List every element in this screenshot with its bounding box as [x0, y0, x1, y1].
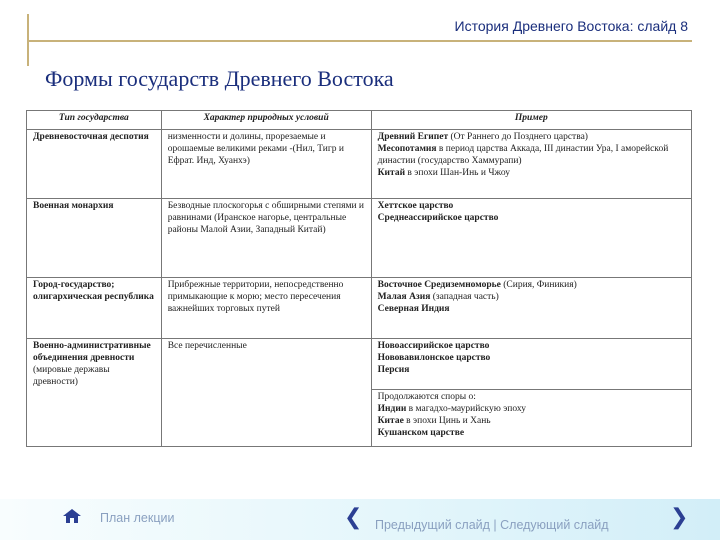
column-header-conditions: Характер природных условий: [161, 111, 371, 130]
conditions-cell: низменности и долины, прорезаемые и орошаемые великими реками -(Нил, Тигр и Ефрат. Инд, Хуанхэ): [161, 130, 371, 199]
example-line: Северная Индия: [377, 303, 450, 314]
example-cell: [371, 130, 691, 199]
example-line: Кушанском царстве: [377, 427, 465, 438]
next-arrow-icon[interactable]: ❯: [670, 505, 689, 530]
example-top-part: [372, 339, 691, 390]
conditions-cell: Прибрежные территории, непосредственно примыкающие к морю; место пересечения важнейших торговых путей: [161, 278, 371, 339]
conditions-cell: Все перечисленные: [161, 339, 371, 447]
example-cell: [371, 199, 691, 278]
example-line: Восточное Средиземноморье (Сирия, Финикия): [377, 280, 577, 290]
header-horizontal-rule: [27, 40, 692, 42]
example-line: Китай в эпохи Шан-Инь и Чжоу: [377, 167, 510, 178]
column-header-example: Пример: [371, 111, 691, 130]
example-line: Персия: [377, 364, 410, 375]
state-type-cell: [27, 339, 162, 447]
lecture-plan-link[interactable]: План лекции: [100, 511, 175, 525]
home-icon[interactable]: [63, 509, 81, 528]
example-line: Новоассирийское царство: [377, 341, 490, 351]
example-line: Индии в магадхо-маурийскую эпоху: [377, 403, 527, 414]
table-row: [27, 278, 692, 339]
state-type-cell: Древневосточная деспотия: [27, 130, 162, 199]
state-forms-table: [26, 110, 692, 447]
example-line: Малая Азия (западная часть): [377, 291, 499, 302]
state-type-cell: Военная монархия: [27, 199, 162, 278]
table-row: [27, 339, 692, 447]
state-type-cell: Город-государство; олигархическая республика: [27, 278, 162, 339]
example-line: Нововавилонское царство: [377, 352, 491, 363]
example-cell: [371, 339, 691, 447]
table-row: [27, 199, 692, 278]
state-type-note: (мировые державы древности): [33, 364, 110, 387]
example-line: Хеттское царство: [377, 201, 454, 211]
example-disputed-part: [372, 390, 691, 446]
state-type-label: Военно-административные объединения древности: [33, 341, 151, 363]
slide-navigation: [375, 518, 609, 532]
table-header-row: [27, 111, 692, 130]
table-row: [27, 130, 692, 199]
disputed-note: Продолжаются споры о:: [377, 392, 476, 402]
example-line: Китае в эпохи Цинь и Хань: [377, 415, 491, 426]
prev-arrow-icon[interactable]: ❮: [344, 505, 363, 530]
example-cell: [371, 278, 691, 339]
example-line: Древний Египет (От Раннего до Позднего царства): [377, 132, 588, 142]
slide-title: Формы государств Древнего Востока: [45, 66, 394, 91]
conditions-cell: Безводные плоскогорья с обширными степями и равнинами (Иранское нагорье, центральные районы Малой Азии, Западный Китай): [161, 199, 371, 278]
example-line: Месопотамия в период царства Аккада, III династии Ура, I аморейской династии (государство Хаммурапи): [377, 143, 669, 166]
nav-separator: |: [489, 518, 501, 532]
column-header-type: Тип государства: [27, 111, 162, 130]
example-line: Среднеассирийское царство: [377, 212, 499, 223]
prev-slide-link[interactable]: Предыдущий слайд: [375, 518, 490, 532]
next-slide-link[interactable]: Следующий слайд: [500, 518, 609, 532]
header-title: История Древнего Востока: слайд 8: [454, 18, 688, 34]
